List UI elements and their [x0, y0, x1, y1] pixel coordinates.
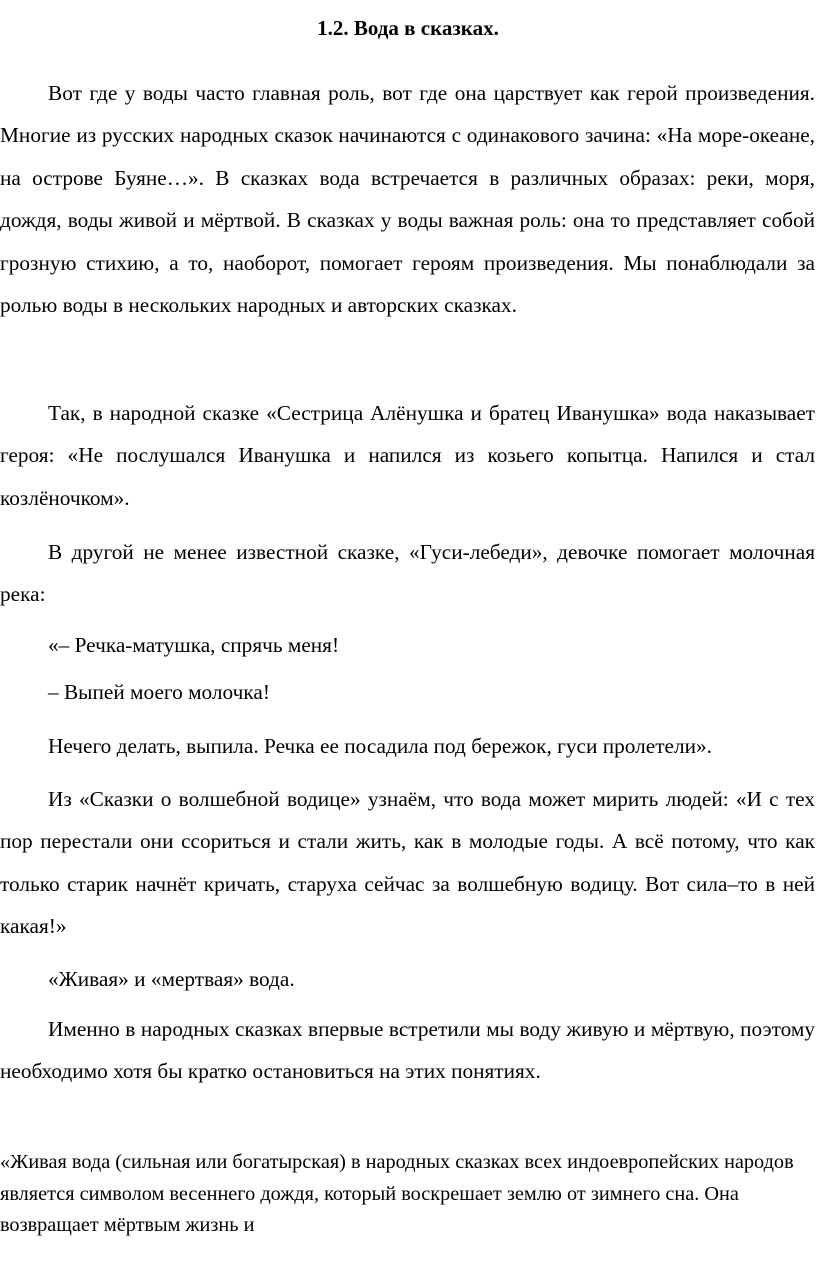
paragraph-living-water-quote: «Живая вода (сильная или богатырская) в народных сказках всех индоевропейских народов является символом весеннего дождя, который воскрешает землю от зимнего сна. Она возвращает мёртвым жизнь и	[0, 1151, 794, 1236]
paragraph-living-dead-intro: Именно в народных сказках впервые встретили мы воду живую и мёртвую, поэтому необходимо хотя бы кратко остановиться на этих понятиях.	[0, 1017, 815, 1084]
paragraph-magic-water: Из «Сказки о волшебной водице» узнаём, что вода может мирить людей: «И с тех пор перестали они ссориться и стали жить, как в молодые годы. А всё потому, что как только старик начнёт кричать, старуха сейчас за волшебную водицу. Вот сила–то в ней какая!»	[0, 787, 815, 939]
paragraph-alyonushka: Так, в народной сказке «Сестрица Алёнушка и братец Иванушка» вода наказывает героя: «Не послушался Иванушка и напился из козьего копытца. Напился и стал козлёночком».	[0, 401, 815, 510]
paragraph-geese-swans: В другой не менее известной сказке, «Гуси-лебеди», девочке помогает молочная река:	[0, 540, 815, 607]
paragraph-intro: Вот где у воды часто главная роль, вот где она царствует как герой произведения. Многие из русских народных сказок начинаются с одинакового зачина: «На море-океане, на острове Буяне…». В сказках вода встречается в различных образах: реки, моря, дождя, воды живой и мёртвой. В сказках у воды важная роль: она то представляет собой грозную стихию, а то, наоборот, помогает героям произведения. Мы понаблюдали за ролью воды в нескольких народных и авторских сказках.	[0, 81, 815, 318]
paragraph-quote-line-1: «– Речка-матушка, спрячь меня!	[48, 633, 340, 657]
paragraph-quote-line-3: Нечего делать, выпила. Речка ее посадила под бережок, гуси пролетели».	[48, 734, 712, 758]
paragraph-living-dead-title: «Живая» и «мертвая» вода.	[48, 967, 295, 991]
paragraph-quote-line-2: – Выпей моего молочка!	[48, 680, 270, 704]
section-heading: 1.2. Вода в сказках.	[317, 16, 499, 40]
